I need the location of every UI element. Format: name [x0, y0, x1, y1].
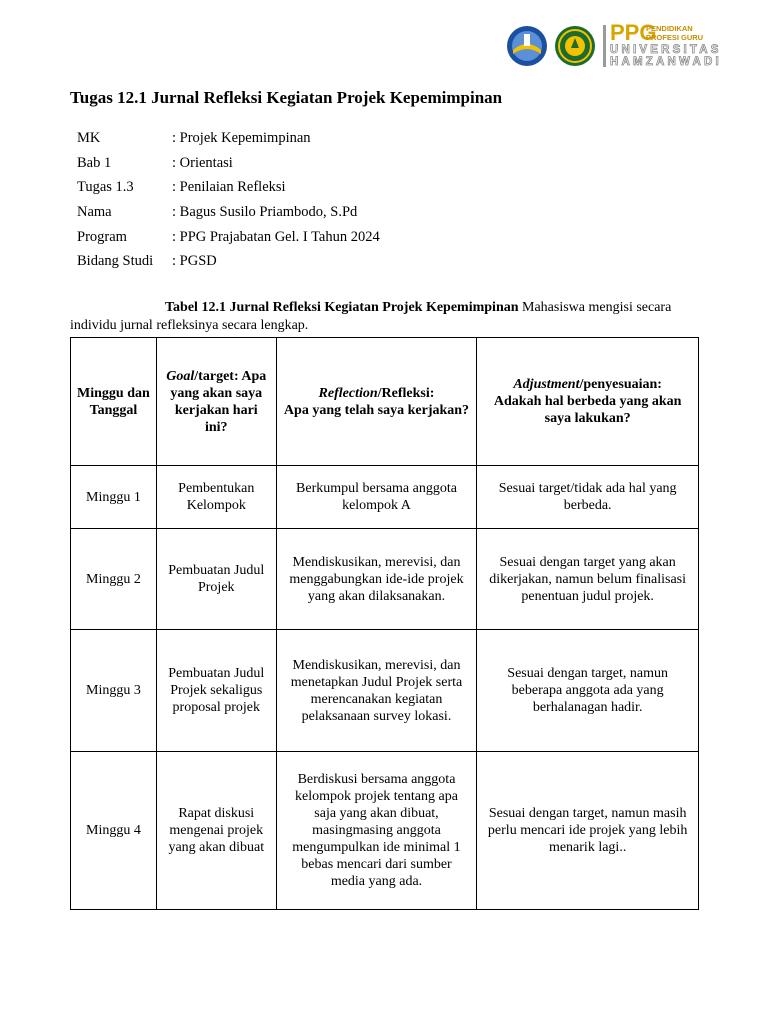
cell-reflection: Berkumpul bersama anggota kelompok A — [276, 466, 477, 529]
reflection-journal-table — [70, 337, 699, 910]
caption-bold: Tabel 12.1 Jurnal Refleksi Kegiatan Projek Kepemimpinan — [165, 300, 519, 315]
university-name — [610, 44, 722, 68]
cell-goal: Pembuatan Judul Projek sekaligus proposal projek — [156, 630, 276, 752]
cell-adjustment: Sesuai dengan target, namun masih perlu mencari ide projek yang lebih menarik lagi.. — [477, 752, 699, 910]
header-goal-rest: /target: Apa yang akan saya kerjakan hari ini? — [170, 368, 267, 435]
cell-adjustment: Sesuai target/tidak ada hal yang berbeda. — [477, 466, 699, 529]
meta-value: : Orientasi — [172, 154, 233, 171]
meta-row — [77, 225, 380, 250]
cell-reflection: Berdiskusi bersama anggota kelompok projek tentang apa saja yang akan dibuat, masingmasing anggota mengumpulkan ide minimal 1 bebas mencari dari sumber media yang ada. — [276, 752, 477, 910]
table-caption — [70, 299, 698, 335]
university-line2: HAMZANWADI — [610, 56, 722, 68]
meta-info — [77, 126, 380, 274]
brand-divider — [603, 25, 606, 67]
meta-label: Bidang Studi — [77, 253, 154, 270]
meta-label: Nama — [77, 203, 112, 220]
meta-value: : PPG Prajabatan Gel. I Tahun 2024 — [172, 228, 380, 245]
header-reflection-question: Apa yang telah saya kerjakan? — [283, 402, 470, 418]
table-row — [71, 752, 699, 910]
cell-adjustment: Sesuai dengan target, namun beberapa anggota ada yang berhalanagan hadir. — [477, 630, 699, 752]
meta-row — [77, 175, 380, 200]
caption-text: Mahasiswa mengisi secara individu jurnal refleksinya secara lengkap. — [70, 300, 672, 333]
cell-reflection: Mendiskusikan, merevisi, dan menetapkan Judul Projek serta merencanakan kegiatan pelaksanaan survey lokasi. — [276, 630, 477, 752]
header-reflection-rest: /Refleksi: — [377, 385, 435, 401]
table-row — [71, 630, 699, 752]
meta-value: : Projek Kepemimpinan — [172, 129, 311, 146]
table-header-row — [71, 338, 699, 466]
meta-row — [77, 200, 380, 225]
header-goal-italic: Goal — [166, 368, 195, 384]
cell-week: Minggu 1 — [71, 466, 157, 529]
meta-label: MK — [77, 129, 101, 146]
meta-value: : Bagus Susilo Priambodo, S.Pd — [172, 203, 358, 220]
cell-reflection: Mendiskusikan, merevisi, dan menggabungkan ide-ide projek yang akan dilaksanakan. — [276, 529, 477, 630]
cell-adjustment: Sesuai dengan target yang akan dikerjakan, namun belum finalisasi penentuan judul projek. — [477, 529, 699, 630]
cell-week: Minggu 3 — [71, 630, 157, 752]
header-adjustment-rest: /penyesuaian: — [579, 377, 662, 392]
document-title: Tugas 12.1 Jurnal Refleksi Kegiatan Projek Kepemimpinan — [70, 88, 503, 107]
header-goal — [156, 338, 276, 466]
meta-label: Bab 1 — [77, 154, 112, 171]
cell-goal: Pembuatan Judul Projek — [156, 529, 276, 630]
meta-row — [77, 126, 380, 151]
header-reflection-italic: Reflection — [318, 385, 378, 401]
meta-row — [77, 249, 380, 274]
header-adjustment — [477, 338, 699, 466]
header-adjustment-italic: Adjustment — [513, 377, 580, 392]
meta-value: : PGSD — [172, 253, 217, 270]
meta-label: Tugas 1.3 — [77, 179, 134, 196]
university-line1: UNIVERSITAS — [610, 44, 722, 56]
ppg-abbr: PPG — [610, 20, 657, 45]
university-seal-icon — [553, 24, 597, 68]
cell-goal: Pembentukan Kelompok — [156, 466, 276, 529]
cell-week: Minggu 2 — [71, 529, 157, 630]
meta-label: Program — [77, 228, 127, 245]
ppg-full-line1: PENDIDIKAN — [646, 24, 693, 33]
ppg-brand — [603, 22, 768, 72]
table-row — [71, 529, 699, 630]
kemdikbud-logo-icon — [505, 24, 549, 68]
header-week: Minggu dan Tanggal — [71, 338, 157, 466]
cell-goal: Rapat diskusi mengenai projek yang akan dibuat — [156, 752, 276, 910]
cell-week: Minggu 4 — [71, 752, 157, 910]
meta-value: : Penilaian Refleksi — [172, 179, 286, 196]
header-adjustment-question: Adakah hal berbeda yang akan saya lakukan? — [493, 394, 682, 426]
ppg-full-name — [646, 24, 703, 42]
ppg-full-line2: PROFESI GURU — [646, 33, 704, 42]
table-row — [71, 466, 699, 529]
header-reflection — [276, 338, 477, 466]
meta-row — [77, 151, 380, 176]
